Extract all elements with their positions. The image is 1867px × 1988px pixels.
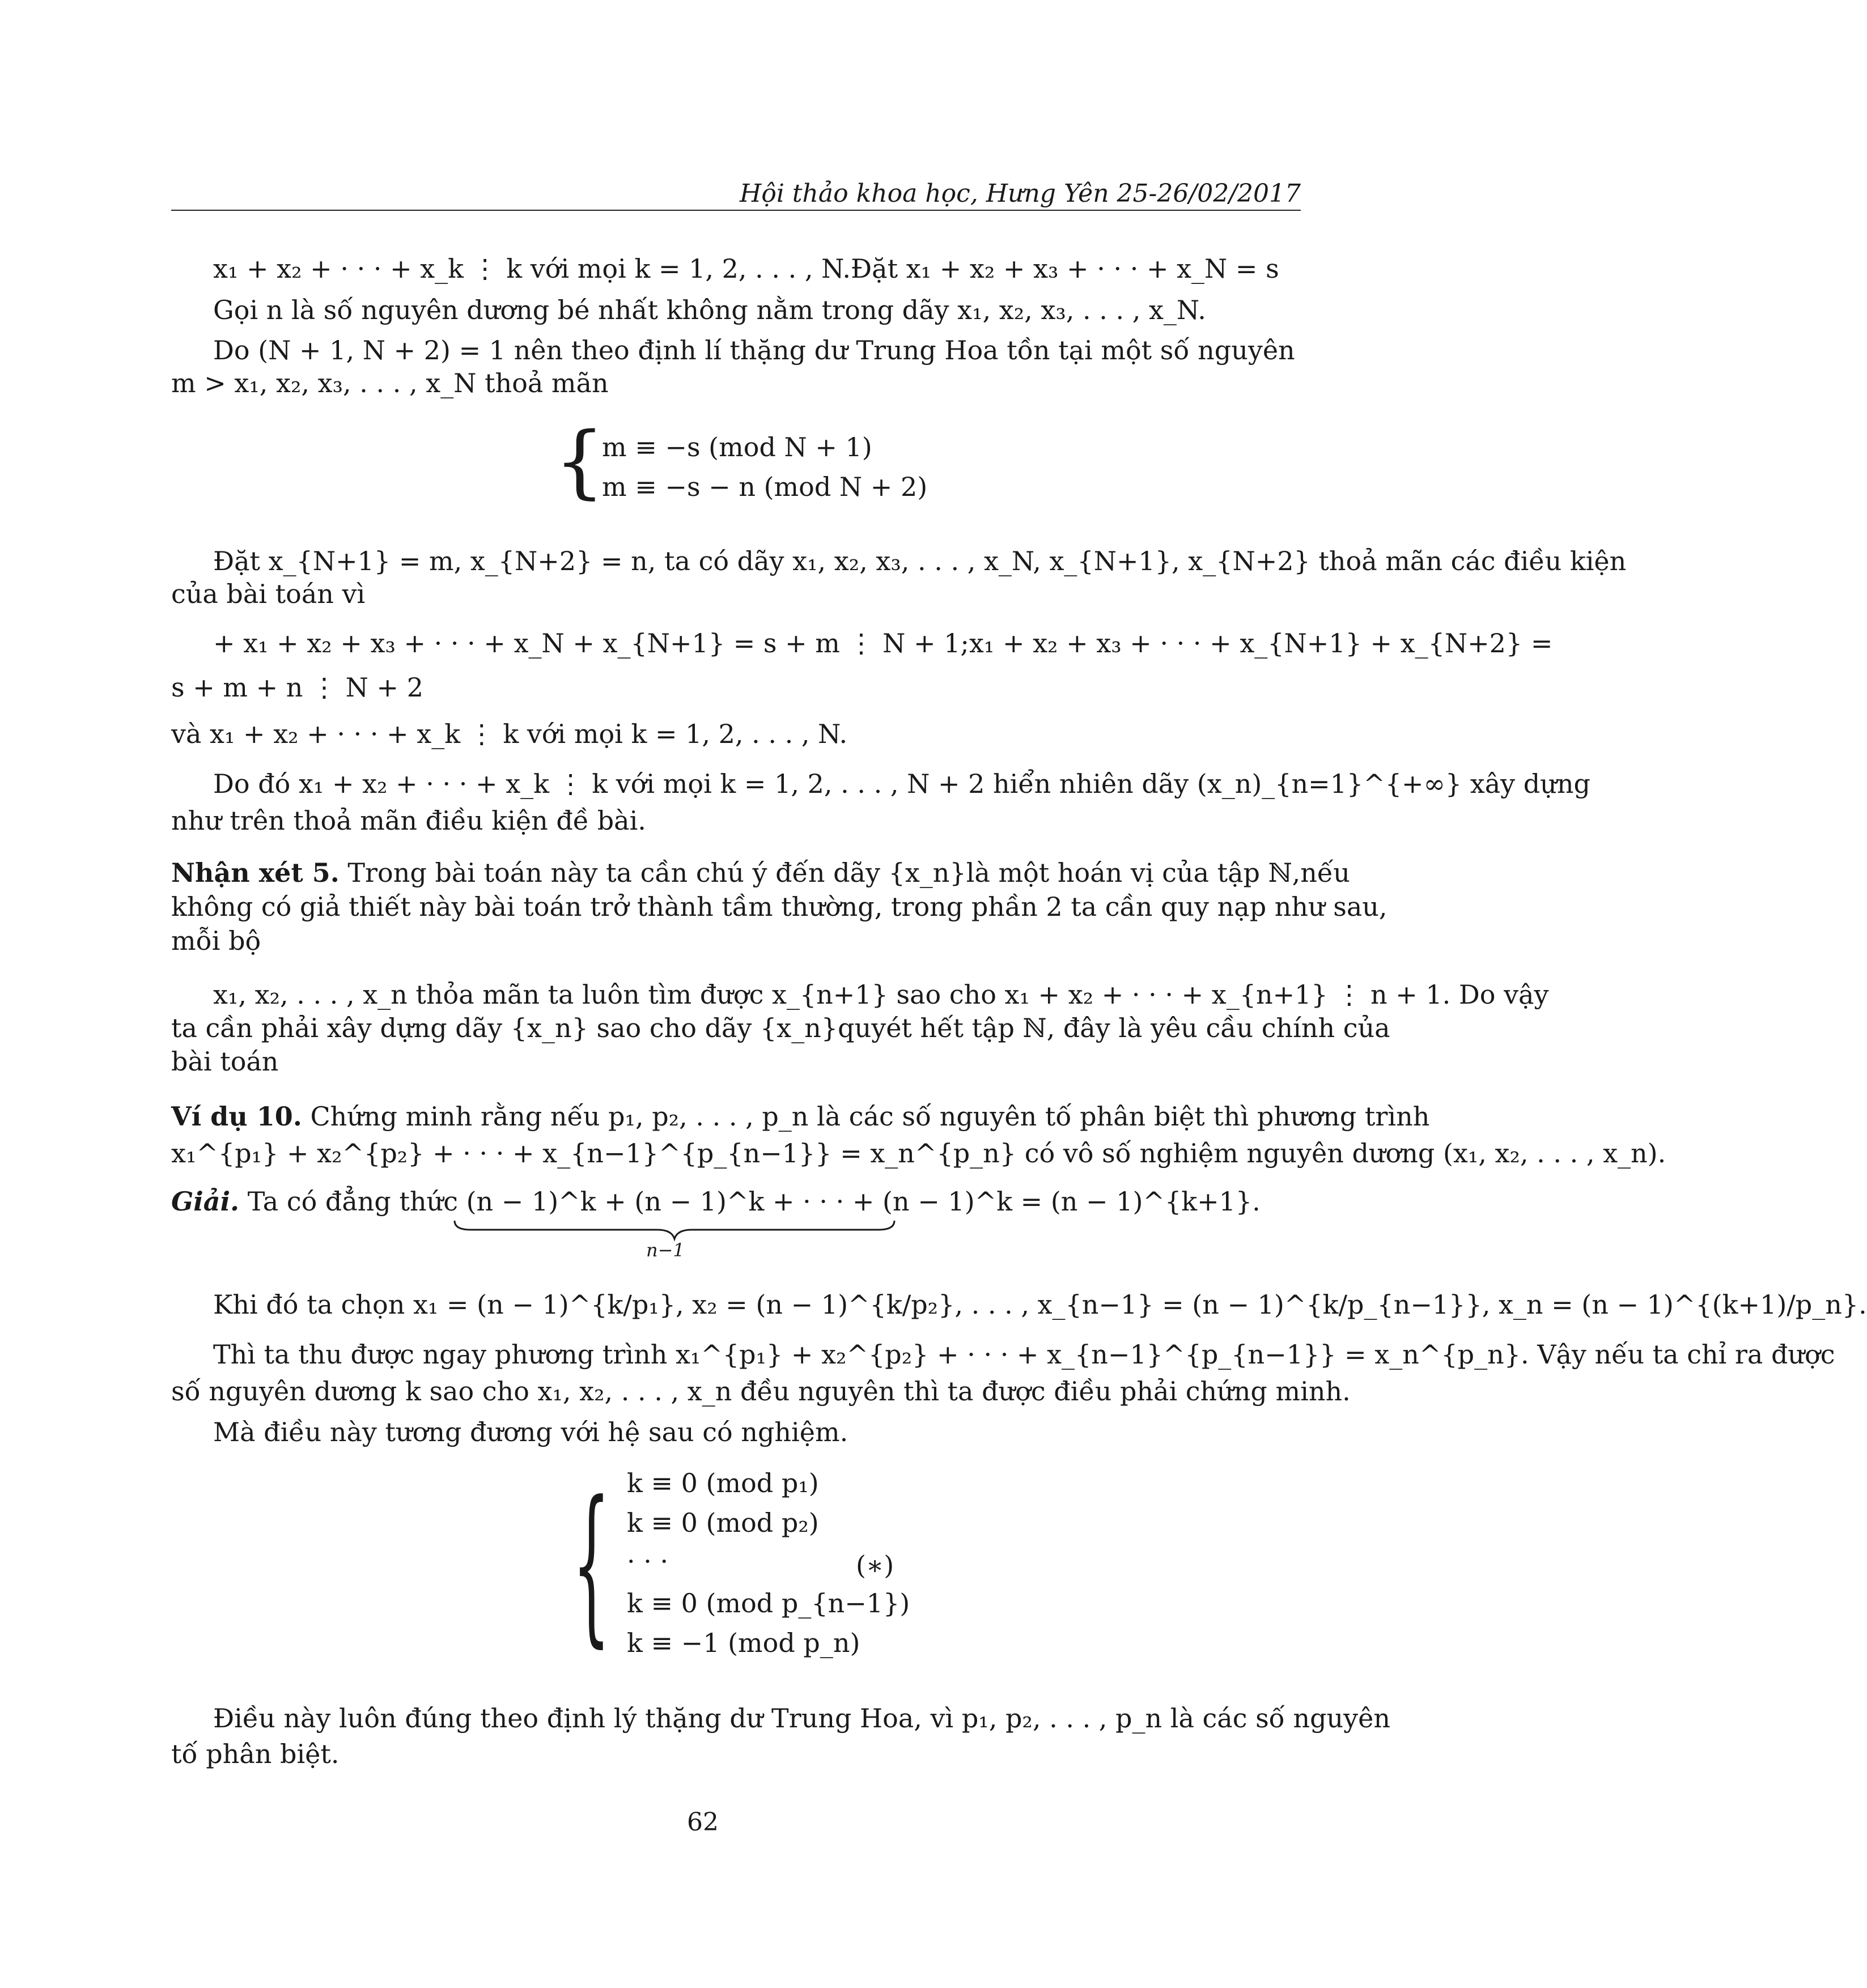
text-line: Đặt x_{N+1} = m, x_{N+2} = n, ta có dãy x₁, x₂, x₃, . . . , x_N, x_{N+1}, x_{N+2} thoả mãn các điều kiện xyxy=(213,546,1627,576)
solution-label: Giải. xyxy=(171,1186,240,1217)
left-brace: { xyxy=(572,1465,610,1663)
example-text: Chứng minh rằng nếu p₁, p₂, . . . , p_n là các số nguyên tố phân biệt thì phương trình xyxy=(310,1101,1430,1132)
text-line: ta cần phải xây dựng dãy {x_n} sao cho dãy {x_n}quyét hết tập ℕ, đây là yêu cầu chính của xyxy=(171,1013,1390,1043)
equation-line: · · · xyxy=(627,1546,669,1577)
example-label: Ví dụ 10. xyxy=(171,1101,302,1132)
text-line: m > x₁, x₂, x₃, . . . , x_N thoả mãn xyxy=(171,368,609,398)
text-line: x₁ + x₂ + · · · + x_k ⋮ k với mọi k = 1, 2, . . . , N.Đặt x₁ + x₂ + x₃ + · · · + x_N = s xyxy=(213,253,1279,284)
example-line xyxy=(171,1099,1429,1133)
left-brace: { xyxy=(554,415,605,508)
text-line: s + m + n ⋮ N + 2 xyxy=(171,672,423,703)
text-line: + x₁ + x₂ + x₃ + · · · + x_N + x_{N+1} = s + m ⋮ N + 1;x₁ + x₂ + x₃ + · · · + x_{N+1} + x_{N+2} = xyxy=(213,628,1553,659)
equation-line: k ≡ 0 (mod p₂) xyxy=(627,1507,819,1538)
text-line: không có giả thiết này bài toán trở thành tầm thường, trong phần 2 ta cần quy nạp như sau, xyxy=(171,891,1387,922)
remark-text: Trong bài toán này ta cần chú ý đến dãy {x_n}là một hoán vị của tập ℕ,nếu xyxy=(347,857,1350,888)
text-line: số nguyên dương k sao cho x₁, x₂, . . . , x_n đều nguyên thì ta được điều phải chứng minh. xyxy=(171,1376,1351,1407)
text-line: Khi đó ta chọn x₁ = (n − 1)^{k/p₁}, x₂ = (n − 1)^{k/p₂}, . . . , x_{n−1} = (n − 1)^{k/p_{n−1}}, x_n = (n − 1)^{(k+1)/p_n}. xyxy=(213,1289,1867,1320)
remark-label: Nhận xét 5. xyxy=(171,857,340,888)
underbrace xyxy=(453,1218,896,1241)
text-line: bài toán xyxy=(171,1046,279,1077)
running-header xyxy=(171,177,1301,211)
equation-line: k ≡ −1 (mod p_n) xyxy=(627,1628,860,1658)
solution-text: Ta có đẳng thức (n − 1)^k + (n − 1)^k + · · · + (n − 1)^k = (n − 1)^{k+1}. xyxy=(247,1186,1261,1217)
text-line: Do (N + 1, N + 2) = 1 nên theo định lí thặng dư Trung Hoa tồn tại một số nguyên xyxy=(213,335,1295,366)
remark-line xyxy=(171,856,1350,890)
equation-line: k ≡ 0 (mod p₁) xyxy=(627,1468,819,1498)
text-line: và x₁ + x₂ + · · · + x_k ⋮ k với mọi k = 1, 2, . . . , N. xyxy=(171,719,848,749)
text-line: như trên thoả mãn điều kiện đề bài. xyxy=(171,805,646,836)
equation-line: k ≡ 0 (mod p_{n−1}) xyxy=(627,1588,910,1619)
text-line: x₁, x₂, . . . , x_n thỏa mãn ta luôn tìm được x_{n+1} sao cho x₁ + x₂ + · · · + x_{n+1} ⋮ n + 1. Do vậy xyxy=(213,979,1549,1010)
header-title: Hội thảo khoa học, Hưng Yên 25-26/02/2017 xyxy=(739,179,1301,208)
equation-line: m ≡ −s (mod N + 1) xyxy=(602,432,872,462)
text-line: Do đó x₁ + x₂ + · · · + x_k ⋮ k với mọi k = 1, 2, . . . , N + 2 hiển nhiên dãy (x_n)_{n=1}^{+∞} xây dựng xyxy=(213,768,1590,799)
text-line: Gọi n là số nguyên dương bé nhất không nằm trong dãy x₁, x₂, x₃, . . . , x_N. xyxy=(213,295,1206,325)
equation-line: m ≡ −s − n (mod N + 2) xyxy=(602,471,928,502)
text-line: Thì ta thu được ngay phương trình x₁^{p₁} + x₂^{p₂} + · · · + x_{n−1}^{p_{n−1}} = x_n^{p_n}. Vậy nếu ta chỉ ra được xyxy=(213,1339,1835,1370)
text-line: của bài toán vì xyxy=(171,579,366,609)
equation-tag: (∗) xyxy=(856,1550,894,1581)
page-number: 62 xyxy=(687,1808,719,1837)
text-line: Điều này luôn đúng theo định lý thặng dư Trung Hoa, vì p₁, p₂, . . . , p_n là các số nguyên xyxy=(213,1703,1390,1734)
text-line: mỗi bộ xyxy=(171,925,261,956)
underbrace-label: n−1 xyxy=(646,1239,685,1261)
solution-line xyxy=(171,1184,1261,1218)
text-line: tố phân biệt. xyxy=(171,1739,340,1769)
text-line: x₁^{p₁} + x₂^{p₂} + · · · + x_{n−1}^{p_{n−1}} = x_n^{p_n} có vô số nghiệm nguyên dương (x₁, x₂, . . . , x_n). xyxy=(171,1138,1666,1169)
text-line: Mà điều này tương đương với hệ sau có nghiệm. xyxy=(213,1417,848,1447)
